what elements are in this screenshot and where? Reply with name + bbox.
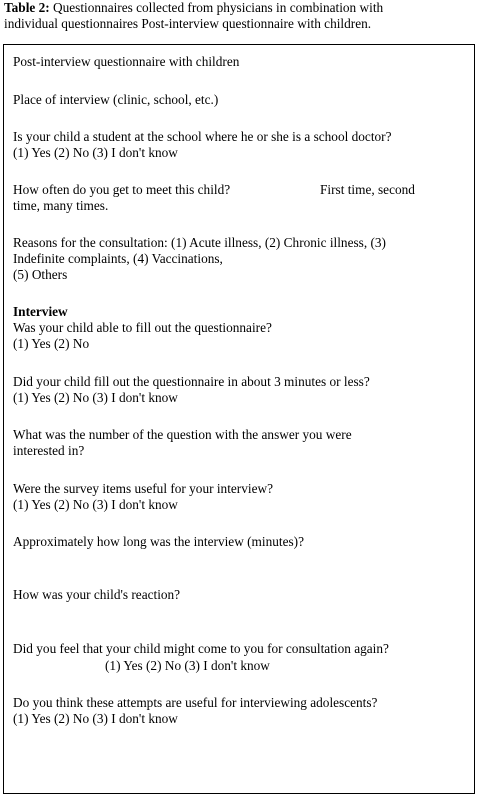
question-student-options: (1) Yes (2) No (3) I don't know — [13, 145, 178, 160]
question-number: What was the number of the question with the answer you were — [13, 427, 352, 442]
question-meet-options-a: First time, second — [320, 182, 415, 197]
question-again-options: (1) Yes (2) No (3) I don't know — [105, 658, 270, 673]
question-reasons-line2: Indefinite complaints, (4) Vaccinations, — [13, 251, 223, 266]
caption-text-line2: individual questionnaires Post-interview questionnaire with children. — [4, 15, 372, 31]
question-meet — [13, 182, 468, 198]
question-reasons: Reasons for the consultation: (1) Acute illness, (2) Chronic illness, (3) — [13, 235, 386, 250]
question-length: Approximately how long was the interview (minutes)? — [13, 534, 304, 549]
questionnaire-table — [3, 44, 475, 794]
question-again: Did you feel that your child might come to you for consultation again? — [13, 641, 389, 656]
question-time: Did your child fill out the questionnaire in about 3 minutes or less? — [13, 374, 370, 389]
table-caption — [4, 0, 476, 31]
place-of-interview: Place of interview (clinic, school, etc.) — [13, 92, 219, 107]
question-meet-text: How often do you get to meet this child? — [13, 182, 231, 197]
questionnaire-title: Post-interview questionnaire with children — [13, 54, 240, 69]
question-adolescents: Do you think these attempts are useful for interviewing adolescents? — [13, 695, 378, 710]
question-number-line2: interested in? — [13, 443, 85, 458]
question-time-options: (1) Yes (2) No (3) I don't know — [13, 390, 178, 405]
question-useful-options: (1) Yes (2) No (3) I don't know — [13, 497, 178, 512]
question-fill-options: (1) Yes (2) No — [13, 336, 90, 351]
question-reasons-line3: (5) Others — [13, 267, 68, 282]
question-meet-options-b: time, many times. — [13, 198, 109, 213]
caption-label: Table 2: — [4, 0, 50, 15]
caption-text-line1: Questionnaires collected from physicians in combination with — [49, 0, 384, 15]
question-reaction: How was your child's reaction? — [13, 587, 181, 602]
interview-heading: Interview — [13, 304, 68, 319]
question-fill: Was your child able to fill out the questionnaire? — [13, 320, 272, 335]
question-useful: Were the survey items useful for your interview? — [13, 481, 273, 496]
question-adolescents-options: (1) Yes (2) No (3) I don't know — [13, 711, 178, 726]
question-student: Is your child a student at the school where he or she is a school doctor? — [13, 129, 392, 144]
